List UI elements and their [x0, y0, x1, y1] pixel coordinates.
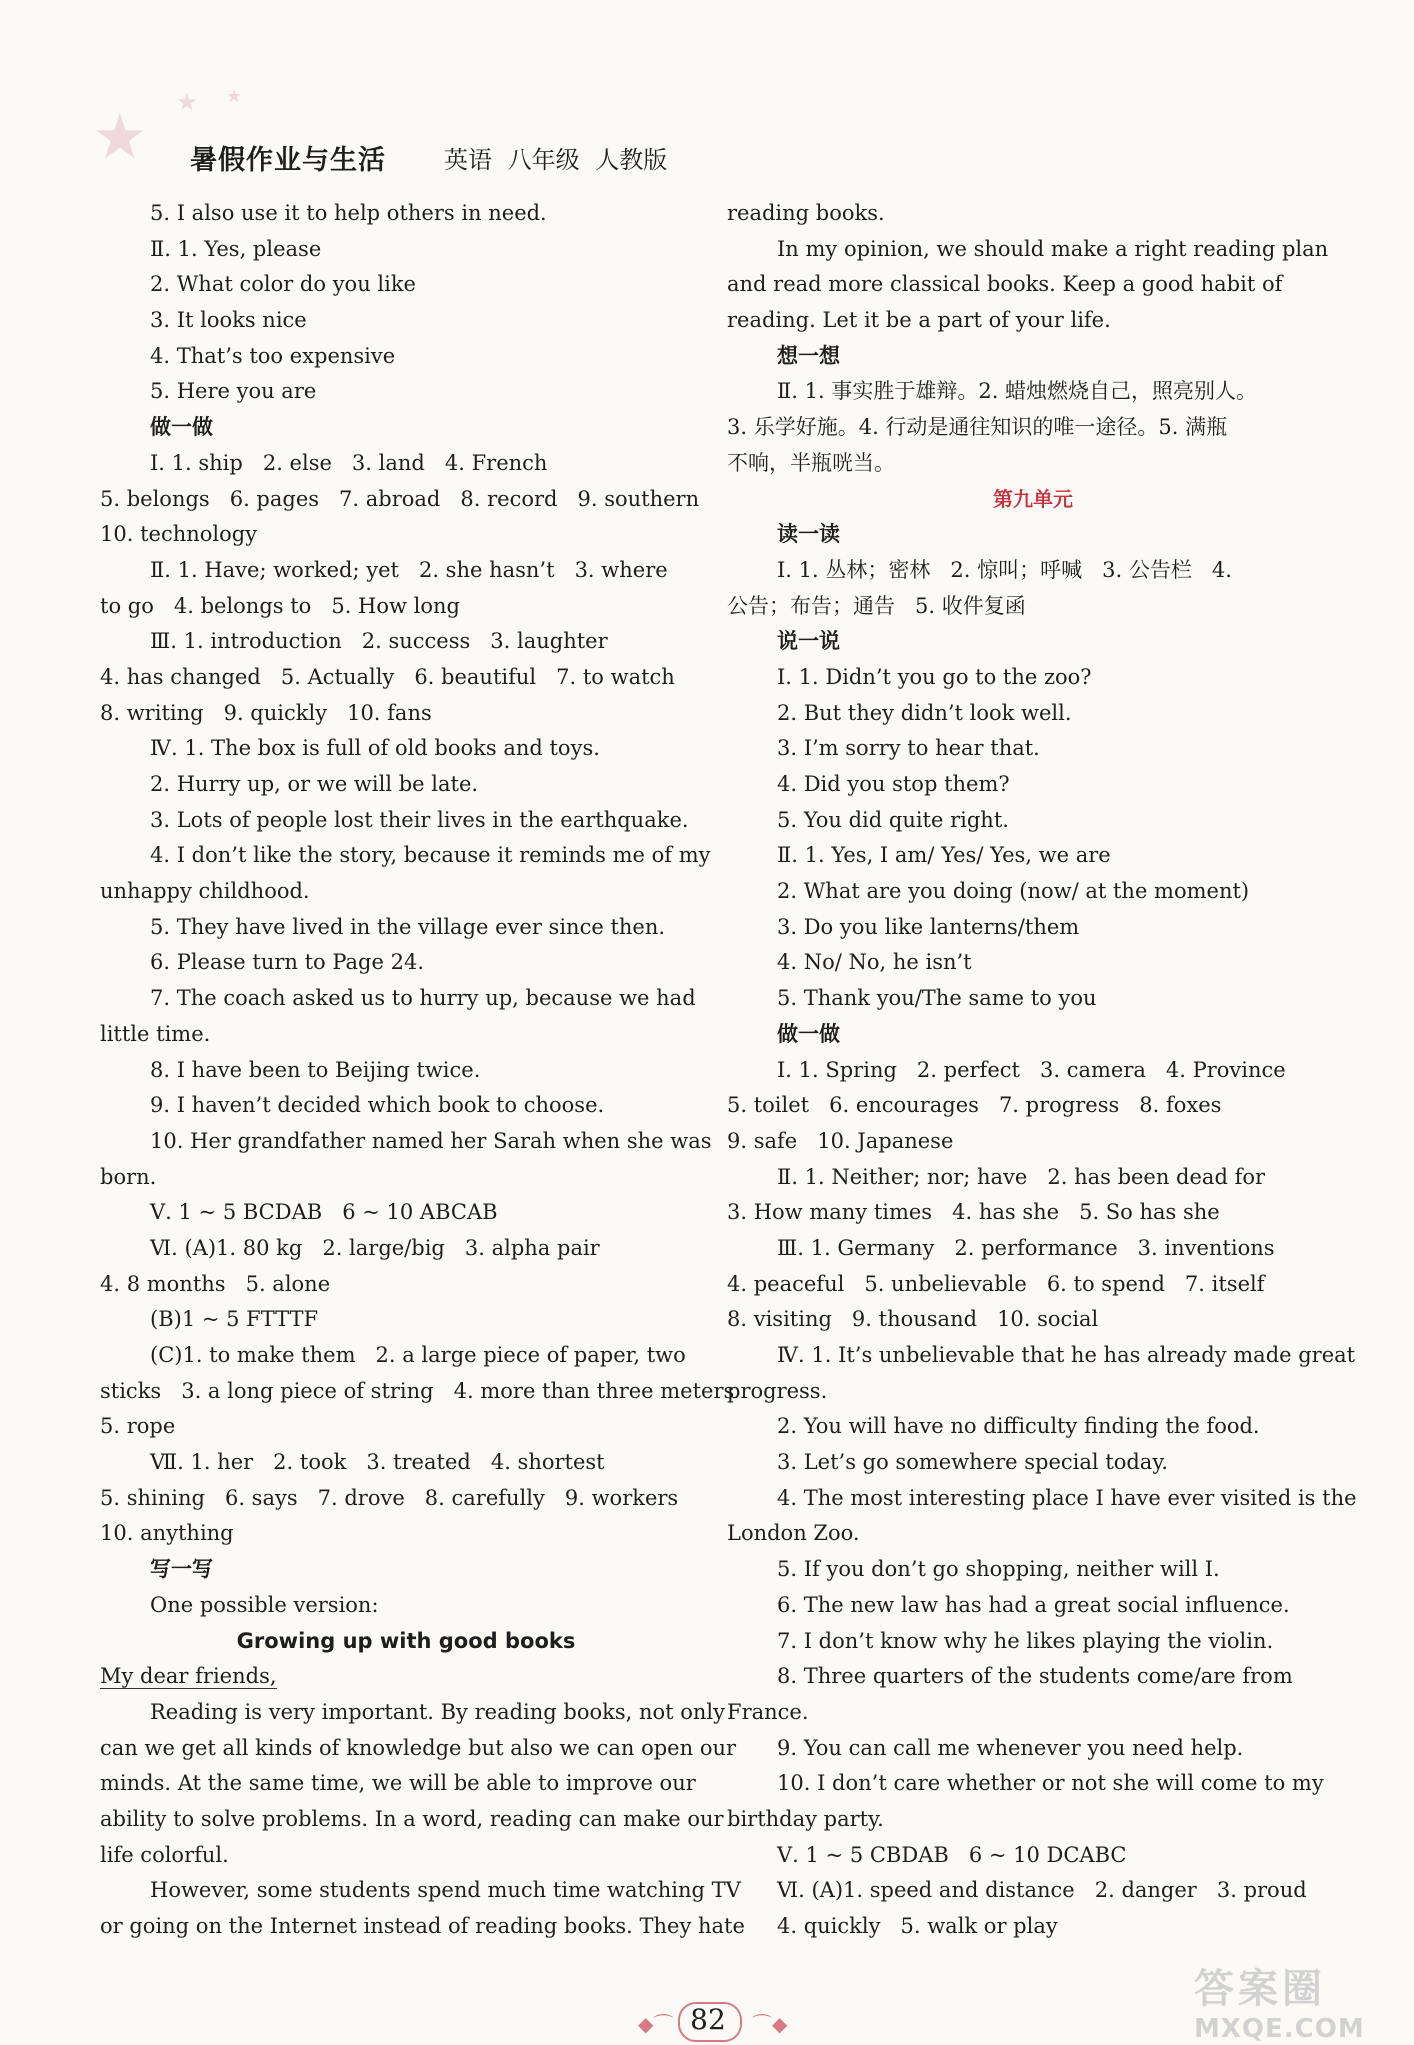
book-subtitle: 英语 八年级 人教版	[444, 146, 668, 174]
left-column-line: 4. has changed 5. Actually 6. beautiful 7. to watch	[100, 664, 675, 689]
right-column-line: Ⅰ. 1. Didn’t you go to the zoo?	[777, 664, 1092, 689]
left-column-line: 2. What color do you like	[150, 272, 416, 297]
left-column-line: 5. shining 6. says 7. drove 8. carefully 9. workers	[100, 1485, 679, 1510]
left-column-line: 10. technology	[100, 522, 258, 547]
left-column-line: 5. rope	[100, 1414, 176, 1439]
left-column-line: 4. That’s too expensive	[150, 343, 396, 368]
left-column-line: can we get all kinds of knowledge but also we can open our	[100, 1735, 737, 1760]
left-column-line: minds. At the same time, we will be able to improve our	[100, 1771, 696, 1796]
right-column-line: 5. If you don’t go shopping, neither will I.	[777, 1557, 1220, 1582]
right-column-line: progress.	[727, 1378, 828, 1403]
left-column-line: However, some students spend much time watching TV	[150, 1878, 741, 1903]
right-column-line: 3. How many times 4. has she 5. So has she	[727, 1200, 1220, 1225]
watermark-logo-text: 答案圈	[1194, 1966, 1326, 2012]
left-column-line: 5. Here you are	[150, 379, 317, 404]
left-column-line: Ⅴ. 1 ~ 5 BCDAB 6 ~ 10 ABCAB	[150, 1200, 498, 1225]
right-column-line: 9. safe 10. Japanese	[727, 1128, 954, 1153]
left-column-line: (C)1. to make them 2. a large piece of paper, two	[150, 1343, 686, 1367]
right-column-line: 8. visiting 9. thousand 10. social	[727, 1307, 1099, 1332]
left-column-line: Ⅱ. 1. Have; worked; yet 2. she hasn’t 3. where	[150, 557, 668, 582]
right-column-line: 说一说	[777, 629, 840, 654]
star-decoration-icon: ★	[92, 100, 148, 173]
right-column-line: 做一做	[777, 1021, 840, 1046]
book-title: 暑假作业与生活	[190, 145, 386, 176]
right-column-line: Ⅳ. 1. It’s unbelievable that he has already made great	[777, 1343, 1356, 1367]
left-column-line: Ⅳ. 1. The box is full of old books and toys.	[150, 736, 600, 761]
left-column-line: 9. I haven’t decided which book to choose.	[150, 1093, 605, 1118]
left-column-line: Reading is very important. By reading books, not only	[150, 1699, 725, 1724]
right-ornament-icon: ⌒◆	[752, 2012, 788, 2036]
left-column-line: 5. belongs 6. pages 7. abroad 8. record 9. southern	[100, 486, 700, 511]
watermark-url: MXQE.COM	[1194, 2014, 1365, 2044]
left-column-line: 2. Hurry up, or we will be late.	[150, 772, 479, 796]
left-column-line: to go 4. belongs to 5. How long	[100, 593, 460, 618]
right-column-line: 3. Do you like lanterns/them	[777, 914, 1080, 939]
right-column-line: 不响，半瓶咣当。	[727, 450, 895, 475]
left-column-line: 10. Her grandfather named her Sarah when she was	[150, 1128, 712, 1153]
left-column-line: 3. It looks nice	[150, 308, 307, 333]
right-column-line: 4. peaceful 5. unbelievable 6. to spend 7. itself	[727, 1271, 1265, 1296]
left-column-line: One possible version:	[150, 1592, 379, 1617]
left-column-line: 4. I don’t like the story, because it reminds me of my	[150, 843, 711, 868]
underlined-text: My dear friends,	[100, 1664, 277, 1689]
left-column-line: 4. 8 months 5. alone	[100, 1271, 331, 1296]
left-column-line: 10. anything	[100, 1521, 234, 1546]
right-column-line: France.	[727, 1699, 809, 1724]
right-column-line: 4. No/ No, he isn’t	[777, 950, 972, 975]
right-column-line: 3. I’m sorry to hear that.	[777, 736, 1040, 761]
left-column-line: 写一写	[150, 1557, 213, 1582]
left-column-line: 5. I also use it to help others in need.	[150, 201, 547, 225]
right-column-line: London Zoo.	[727, 1521, 860, 1546]
right-column	[727, 196, 1357, 1945]
right-column-line: 5. Thank you/The same to you	[777, 986, 1097, 1011]
left-column-line: 8. writing 9. quickly 10. fans	[100, 700, 432, 725]
left-column-line: unhappy childhood.	[100, 879, 310, 904]
star-decoration-icon: ★	[176, 88, 198, 116]
right-column-line: 10. I don’t care whether or not she will come to my	[777, 1771, 1324, 1796]
right-column-line: 2. What are you doing (now/ at the moment)	[777, 879, 1250, 904]
left-column-line: life colorful.	[100, 1842, 229, 1867]
left-column-line: Ⅶ. 1. her 2. took 3. treated 4. shortest	[150, 1450, 605, 1475]
right-column-line: 4. quickly 5. walk or play	[777, 1914, 1058, 1938]
left-column-line: Ⅱ. 1. Yes, please	[150, 236, 322, 261]
right-column-line: Ⅱ. 1. Yes, I am/ Yes/ Yes, we are	[777, 843, 1111, 868]
right-column-line: 7. I don’t know why he likes playing the violin.	[777, 1628, 1274, 1653]
left-column-line: 3. Lots of people lost their lives in the earthquake.	[150, 807, 689, 832]
right-column-line: 第九单元	[993, 486, 1073, 511]
right-column-line: reading books.	[727, 201, 885, 225]
left-column-line	[100, 1659, 712, 1695]
right-column-line: Ⅲ. 1. Germany 2. performance 3. inventions	[777, 1235, 1275, 1260]
page-number: 82	[670, 2000, 746, 2040]
right-column-line: 6. The new law has had a great social influence.	[777, 1592, 1290, 1617]
right-column-line: Ⅴ. 1 ~ 5 CBDAB 6 ~ 10 DCABC	[777, 1842, 1127, 1867]
left-column-line: Ⅲ. 1. introduction 2. success 3. laughter	[150, 629, 608, 654]
left-column	[100, 196, 745, 1945]
right-column-line: and read more classical books. Keep a good habit of	[727, 272, 1283, 297]
right-column-line: Ⅵ. (A)1. speed and distance 2. danger 3. proud	[777, 1878, 1307, 1903]
left-column-line: Ⅰ. 1. ship 2. else 3. land 4. French	[150, 450, 548, 475]
left-column-line: Growing up with good books	[236, 1628, 576, 1653]
right-column-line: 公告；布告；通告 5. 收件复函	[727, 593, 1026, 618]
right-column-line: Ⅰ. 1. Spring 2. perfect 3. camera 4. Province	[777, 1057, 1286, 1082]
star-decoration-icon: ★	[226, 86, 243, 107]
right-column-line: birthday party.	[727, 1806, 884, 1831]
left-column-line: or going on the Internet instead of reading books. They hate	[100, 1914, 745, 1938]
right-column-line: Ⅰ. 1. 丛林；密林 2. 惊叫；呼喊 3. 公告栏 4.	[777, 557, 1232, 582]
right-column-line: 3. Let’s go somewhere special today.	[777, 1450, 1169, 1475]
left-column-line: 5. They have lived in the village ever since then.	[150, 914, 666, 939]
right-column-line: 2. But they didn’t look well.	[777, 700, 1072, 725]
right-column-line: 4. The most interesting place I have ever visited is the	[777, 1485, 1357, 1510]
left-column-line: Ⅵ. (A)1. 80 kg 2. large/big 3. alpha pair	[150, 1235, 600, 1260]
left-column-line: sticks 3. a long piece of string 4. more than three meters	[100, 1378, 735, 1403]
left-column-line: (B)1 ~ 5 FTTTF	[150, 1307, 319, 1332]
right-column-line: In my opinion, we should make a right reading plan	[777, 236, 1329, 261]
right-column-line: 8. Three quarters of the students come/are from	[777, 1664, 1293, 1689]
right-column-line: 想一想	[777, 343, 840, 368]
right-column-line: 9. You can call me whenever you need help.	[777, 1735, 1244, 1760]
right-column-line: 3. 乐学好施。4. 行动是通往知识的唯一途径。5. 满瓶	[727, 415, 1228, 440]
right-column-line: Ⅱ. 1. 事实胜于雄辩。2. 蜡烛燃烧自己，照亮别人。	[777, 379, 1258, 404]
left-column-line: born.	[100, 1164, 157, 1189]
left-column-line: little time.	[100, 1021, 211, 1046]
right-column-line: reading. Let it be a part of your life.	[727, 308, 1111, 333]
right-column-line: 2. You will have no difficulty finding the food.	[777, 1414, 1260, 1439]
right-column-line: 4. Did you stop them?	[777, 772, 1010, 796]
left-column-line: 8. I have been to Beijing twice.	[150, 1057, 481, 1082]
left-column-line: 做一做	[150, 415, 213, 440]
watermark	[1194, 1957, 1394, 2044]
left-column-line: 6. Please turn to Page 24.	[150, 950, 424, 975]
left-ornament-icon: ◆⌒	[638, 2012, 674, 2036]
right-column-line: Ⅱ. 1. Neither; nor; have 2. has been dead for	[777, 1164, 1266, 1189]
right-column-line: 5. toilet 6. encourages 7. progress 8. foxes	[727, 1093, 1222, 1118]
right-column-line: 5. You did quite right.	[777, 807, 1009, 832]
left-column-line: 7. The coach asked us to hurry up, because we had	[150, 986, 696, 1011]
right-column-line: 读一读	[777, 522, 840, 547]
left-column-line: ability to solve problems. In a word, reading can make our	[100, 1806, 724, 1831]
